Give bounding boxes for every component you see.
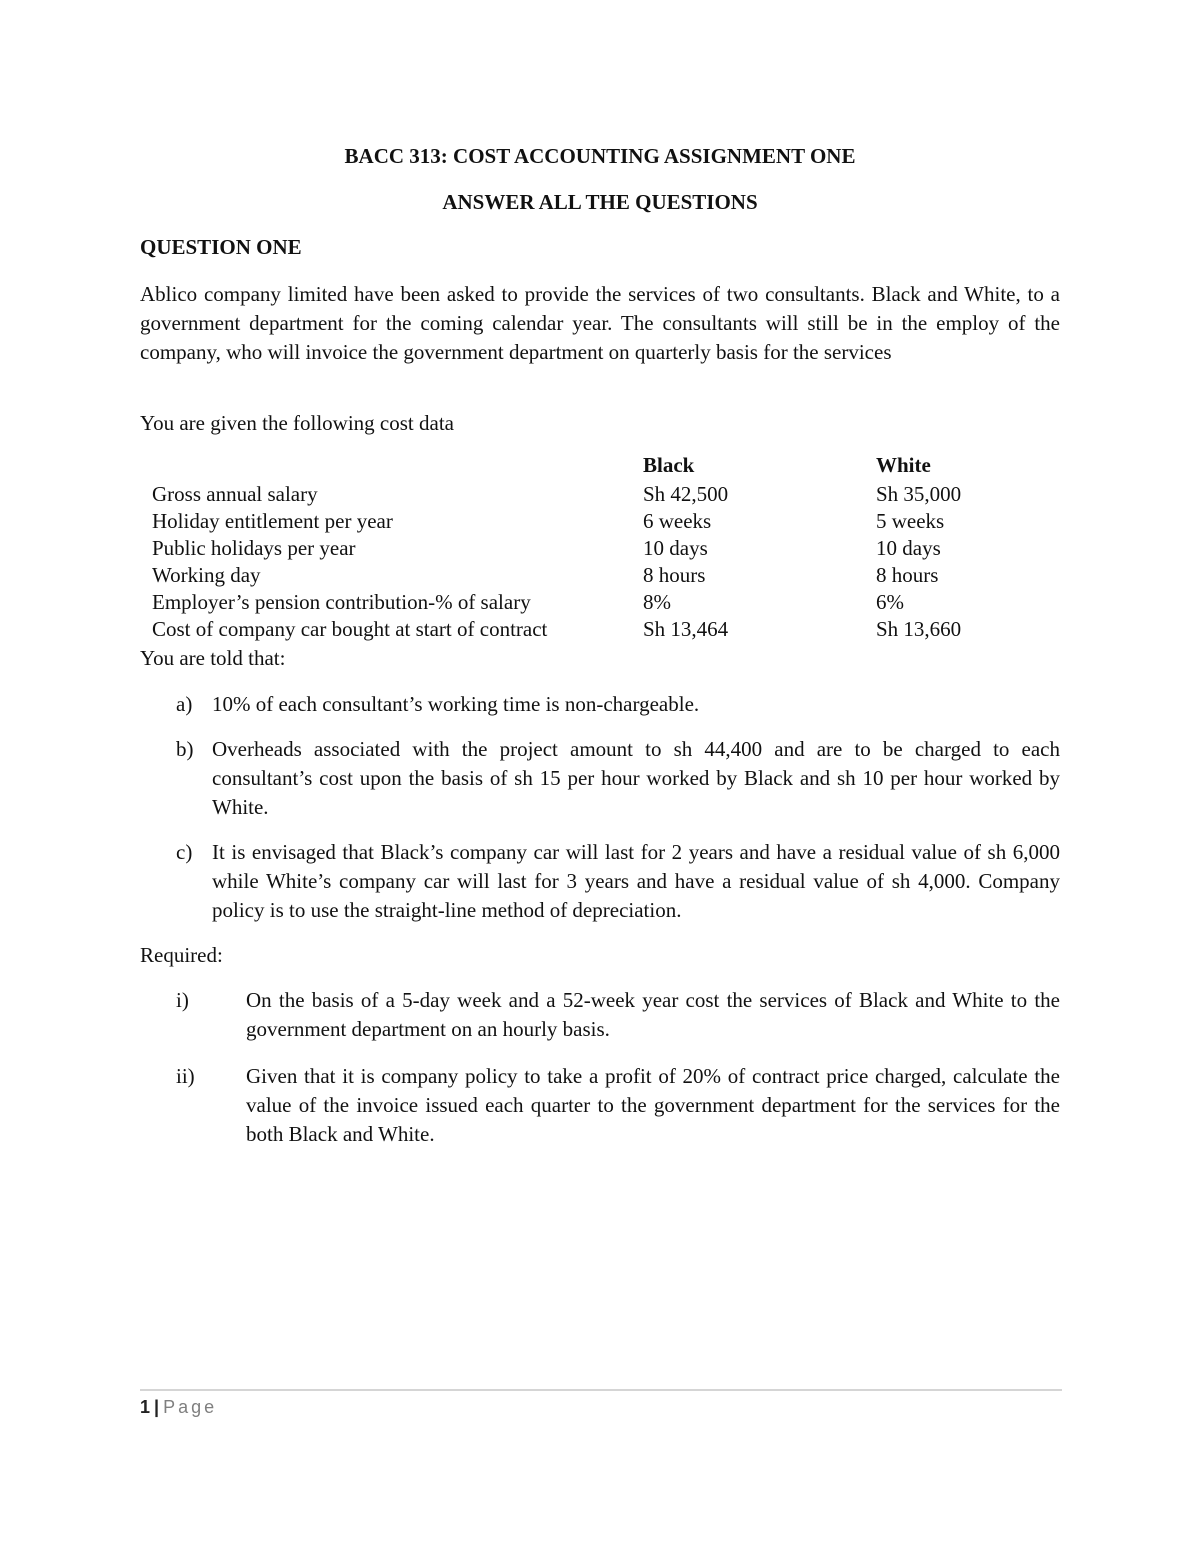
table-cell-label: Working day [152, 563, 261, 587]
table-row [146, 508, 1076, 535]
list-item-text: Given that it is company policy to take a profit of 20% of contract price charged, calculate the value of the invoice issued each quarter to the government department for the services for the both Black and White. [246, 1064, 1060, 1146]
list-item-text: Overheads associated with the project amount to sh 44,400 and are to be charged to each consultant’s cost upon the basis of sh 15 per hour worked by Black and sh 10 per hour worked by White. [212, 737, 1060, 819]
table-cell-label: Employer’s pension contribution-% of salary [152, 590, 531, 614]
intro-paragraph: Ablico company limited have been asked to provide the services of two consultants. Black and White, to a government department for the coming calendar year. The consultants will still be in the employ of the company, who will invoice the government department on quarterly basis for the services [140, 282, 1060, 364]
table-cell-white: 8 hours [876, 563, 939, 587]
cost-data-table [146, 452, 1076, 643]
table-cell-label: Cost of company car bought at start of contract [152, 617, 548, 641]
page-label: Page [163, 1397, 218, 1417]
table-cell-white: 5 weeks [876, 509, 945, 533]
table-header-cell [146, 452, 643, 481]
list-marker: ii) [176, 1064, 195, 1088]
table-cell-label: Public holidays per year [152, 536, 356, 560]
table-cell-label: Gross annual salary [152, 482, 318, 506]
table-cell-label: Holiday entitlement per year [152, 509, 393, 533]
table-row [146, 589, 1076, 616]
list-item [176, 690, 1060, 720]
table-cell-black: Sh 42,500 [643, 482, 729, 506]
table-header-black: Black [643, 453, 695, 477]
list-item-text: It is envisaged that Black’s company car will last for 2 years and have a residual value of sh 6,000 while White’s company car will last for 3 years and have a residual value of sh 4,000. Company policy is to use the straight-line method of depreciation. [212, 840, 1060, 922]
table-cell-white: 6% [876, 590, 904, 614]
list-marker: b) [176, 737, 194, 761]
given-text: You are given the following cost data [140, 411, 454, 435]
page-footer [140, 1397, 217, 1418]
table-cell-black: 8 hours [643, 563, 706, 587]
footer-divider [140, 1389, 1062, 1391]
document-title: BACC 313: COST ACCOUNTING ASSIGNMENT ONE [344, 144, 856, 168]
question-heading: QUESTION ONE [140, 235, 302, 259]
table-row [146, 616, 1076, 643]
table-cell-black: 8% [643, 590, 671, 614]
list-item [176, 1062, 1060, 1152]
list-item [176, 838, 1060, 928]
table-cell-white: Sh 13,660 [876, 617, 962, 641]
table-cell-white: Sh 35,000 [876, 482, 962, 506]
list-marker: i) [176, 988, 189, 1012]
page-number: 1 [140, 1397, 151, 1417]
told-text: You are told that: [140, 646, 286, 670]
required-text: Required: [140, 943, 223, 967]
list-item-text: 10% of each consultant’s working time is non-chargeable. [212, 692, 700, 716]
table-header-white: White [876, 453, 931, 477]
footer-separator: | [154, 1397, 160, 1417]
table-row [146, 481, 1076, 508]
table-cell-black: 6 weeks [643, 509, 712, 533]
table-row [146, 562, 1076, 589]
list-item [176, 735, 1060, 825]
table-cell-white: 10 days [876, 536, 941, 560]
table-cell-black: Sh 13,464 [643, 617, 729, 641]
list-marker: c) [176, 840, 193, 864]
list-marker: a) [176, 692, 193, 716]
list-item [176, 986, 1060, 1046]
table-row [146, 535, 1076, 562]
table-cell-black: 10 days [643, 536, 708, 560]
list-item-text: On the basis of a 5-day week and a 52-week year cost the services of Black and White to the government department on an hourly basis. [246, 988, 1060, 1041]
table-header-row [146, 452, 1076, 481]
instruction-heading: ANSWER ALL THE QUESTIONS [442, 190, 758, 214]
